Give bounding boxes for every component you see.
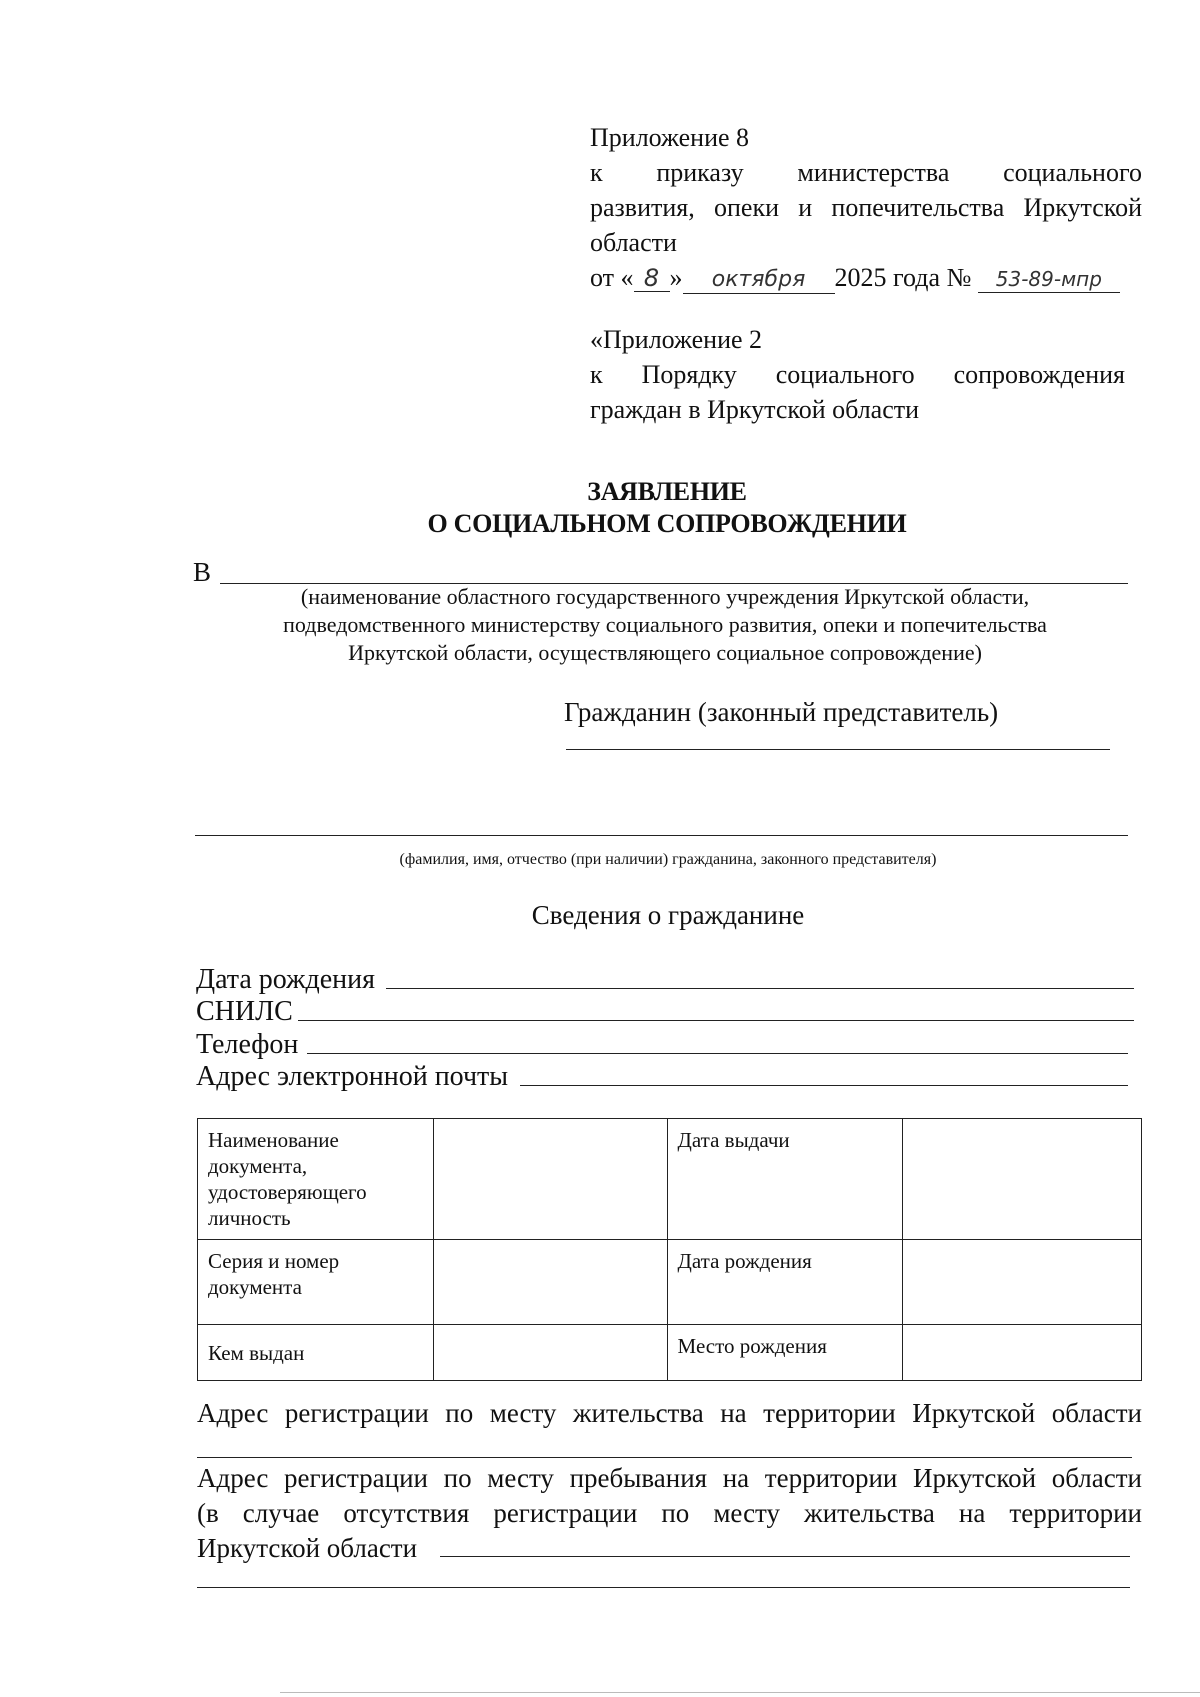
document-title: ЗАЯВЛЕНИЕ (587, 477, 747, 506)
stay-address-line-2: (в случае отсутствия регистрации по месту жительства на территории (197, 1498, 1142, 1528)
appendix-2-block (590, 322, 1125, 427)
series-number-label: Серия и номер документа (198, 1240, 434, 1325)
order-day: 8 (634, 265, 670, 292)
applicant-label: Гражданин (законный представитель) (564, 697, 999, 727)
residence-address-label: Адрес регистрации по месту жительства на территории Иркутской области (197, 1398, 1142, 1428)
email-label: Адрес электронной почты (196, 1061, 509, 1092)
appendix-8-line-1: к приказу министерства социального (590, 158, 1142, 187)
series-number-value[interactable] (433, 1240, 667, 1325)
birth-place-value[interactable] (903, 1325, 1142, 1381)
applicant-caption: (фамилия, имя, отчество (при наличии) гражданина, законного представителя) (399, 851, 937, 868)
birth-date-label: Дата рождения (196, 964, 375, 995)
appendix-8-block (590, 120, 1142, 295)
email-field[interactable] (520, 1085, 1128, 1086)
issue-date-label: Дата выдачи (667, 1119, 903, 1240)
birth-date-field[interactable] (386, 988, 1134, 989)
issued-by-label: Кем выдан (198, 1325, 434, 1381)
stay-address-field-1[interactable] (440, 1556, 1130, 1557)
applicant-field-2[interactable] (195, 835, 1128, 836)
order-year: 2025 года № (834, 263, 972, 292)
appendix-2-line-2: граждан в Иркутской области (590, 395, 920, 424)
order-month: октября (683, 267, 835, 294)
scan-edge-line (280, 1692, 1200, 1693)
stay-address-line-3: Иркутской области (197, 1533, 418, 1563)
order-number: 53-89-мпр (978, 266, 1120, 293)
appendix-8-line-3: области (590, 228, 677, 257)
phone-label: Телефон (196, 1029, 299, 1060)
stay-address-field-2[interactable] (197, 1587, 1130, 1588)
stay-address-line-1: Адрес регистрации по месту пребывания на территории Иркутской области (197, 1463, 1142, 1493)
phone-field[interactable] (307, 1053, 1128, 1054)
institution-caption: (наименование областного государственного учреждения Иркутской области, подведомственного министерству социального развития, опеки и попечительства Иркутской области, осуществляющего социальное сопровождение) (283, 584, 1047, 665)
snils-label: СНИЛС (196, 996, 293, 1027)
appendix-2-line-1: к Порядку социального сопровождения (590, 360, 1125, 389)
table-birth-date-value[interactable] (903, 1240, 1142, 1325)
applicant-field-1[interactable] (566, 749, 1110, 750)
residence-address-field[interactable] (197, 1457, 1132, 1458)
appendix-8-title: Приложение 8 (590, 123, 750, 152)
table-row (198, 1240, 1142, 1325)
appendix-2-title: «Приложение 2 (590, 325, 763, 354)
table-row (198, 1325, 1142, 1381)
birth-place-label: Место рождения (667, 1325, 903, 1381)
appendix-8-line-2: развития, опеки и попечительства Иркутской (590, 193, 1142, 222)
order-date-line: от « 8 » октября 2025 года № 53-89-мпр (590, 260, 1142, 295)
id-doc-name-value[interactable] (433, 1119, 667, 1240)
table-row (198, 1119, 1142, 1240)
table-birth-date-label: Дата рождения (667, 1240, 903, 1325)
institution-prefix: В (193, 557, 212, 587)
id-doc-name-label: Наименование документа, удостоверяющего личность (198, 1119, 434, 1240)
citizen-info-heading: Сведения о гражданине (531, 900, 805, 930)
issue-date-value[interactable] (903, 1119, 1142, 1240)
document-subtitle: О СОЦИАЛЬНОМ СОПРОВОЖДЕНИИ (427, 509, 907, 538)
stay-address-block (197, 1461, 1142, 1566)
snils-field[interactable] (298, 1020, 1134, 1021)
issued-by-value[interactable] (433, 1325, 667, 1381)
id-document-table (197, 1118, 1142, 1381)
